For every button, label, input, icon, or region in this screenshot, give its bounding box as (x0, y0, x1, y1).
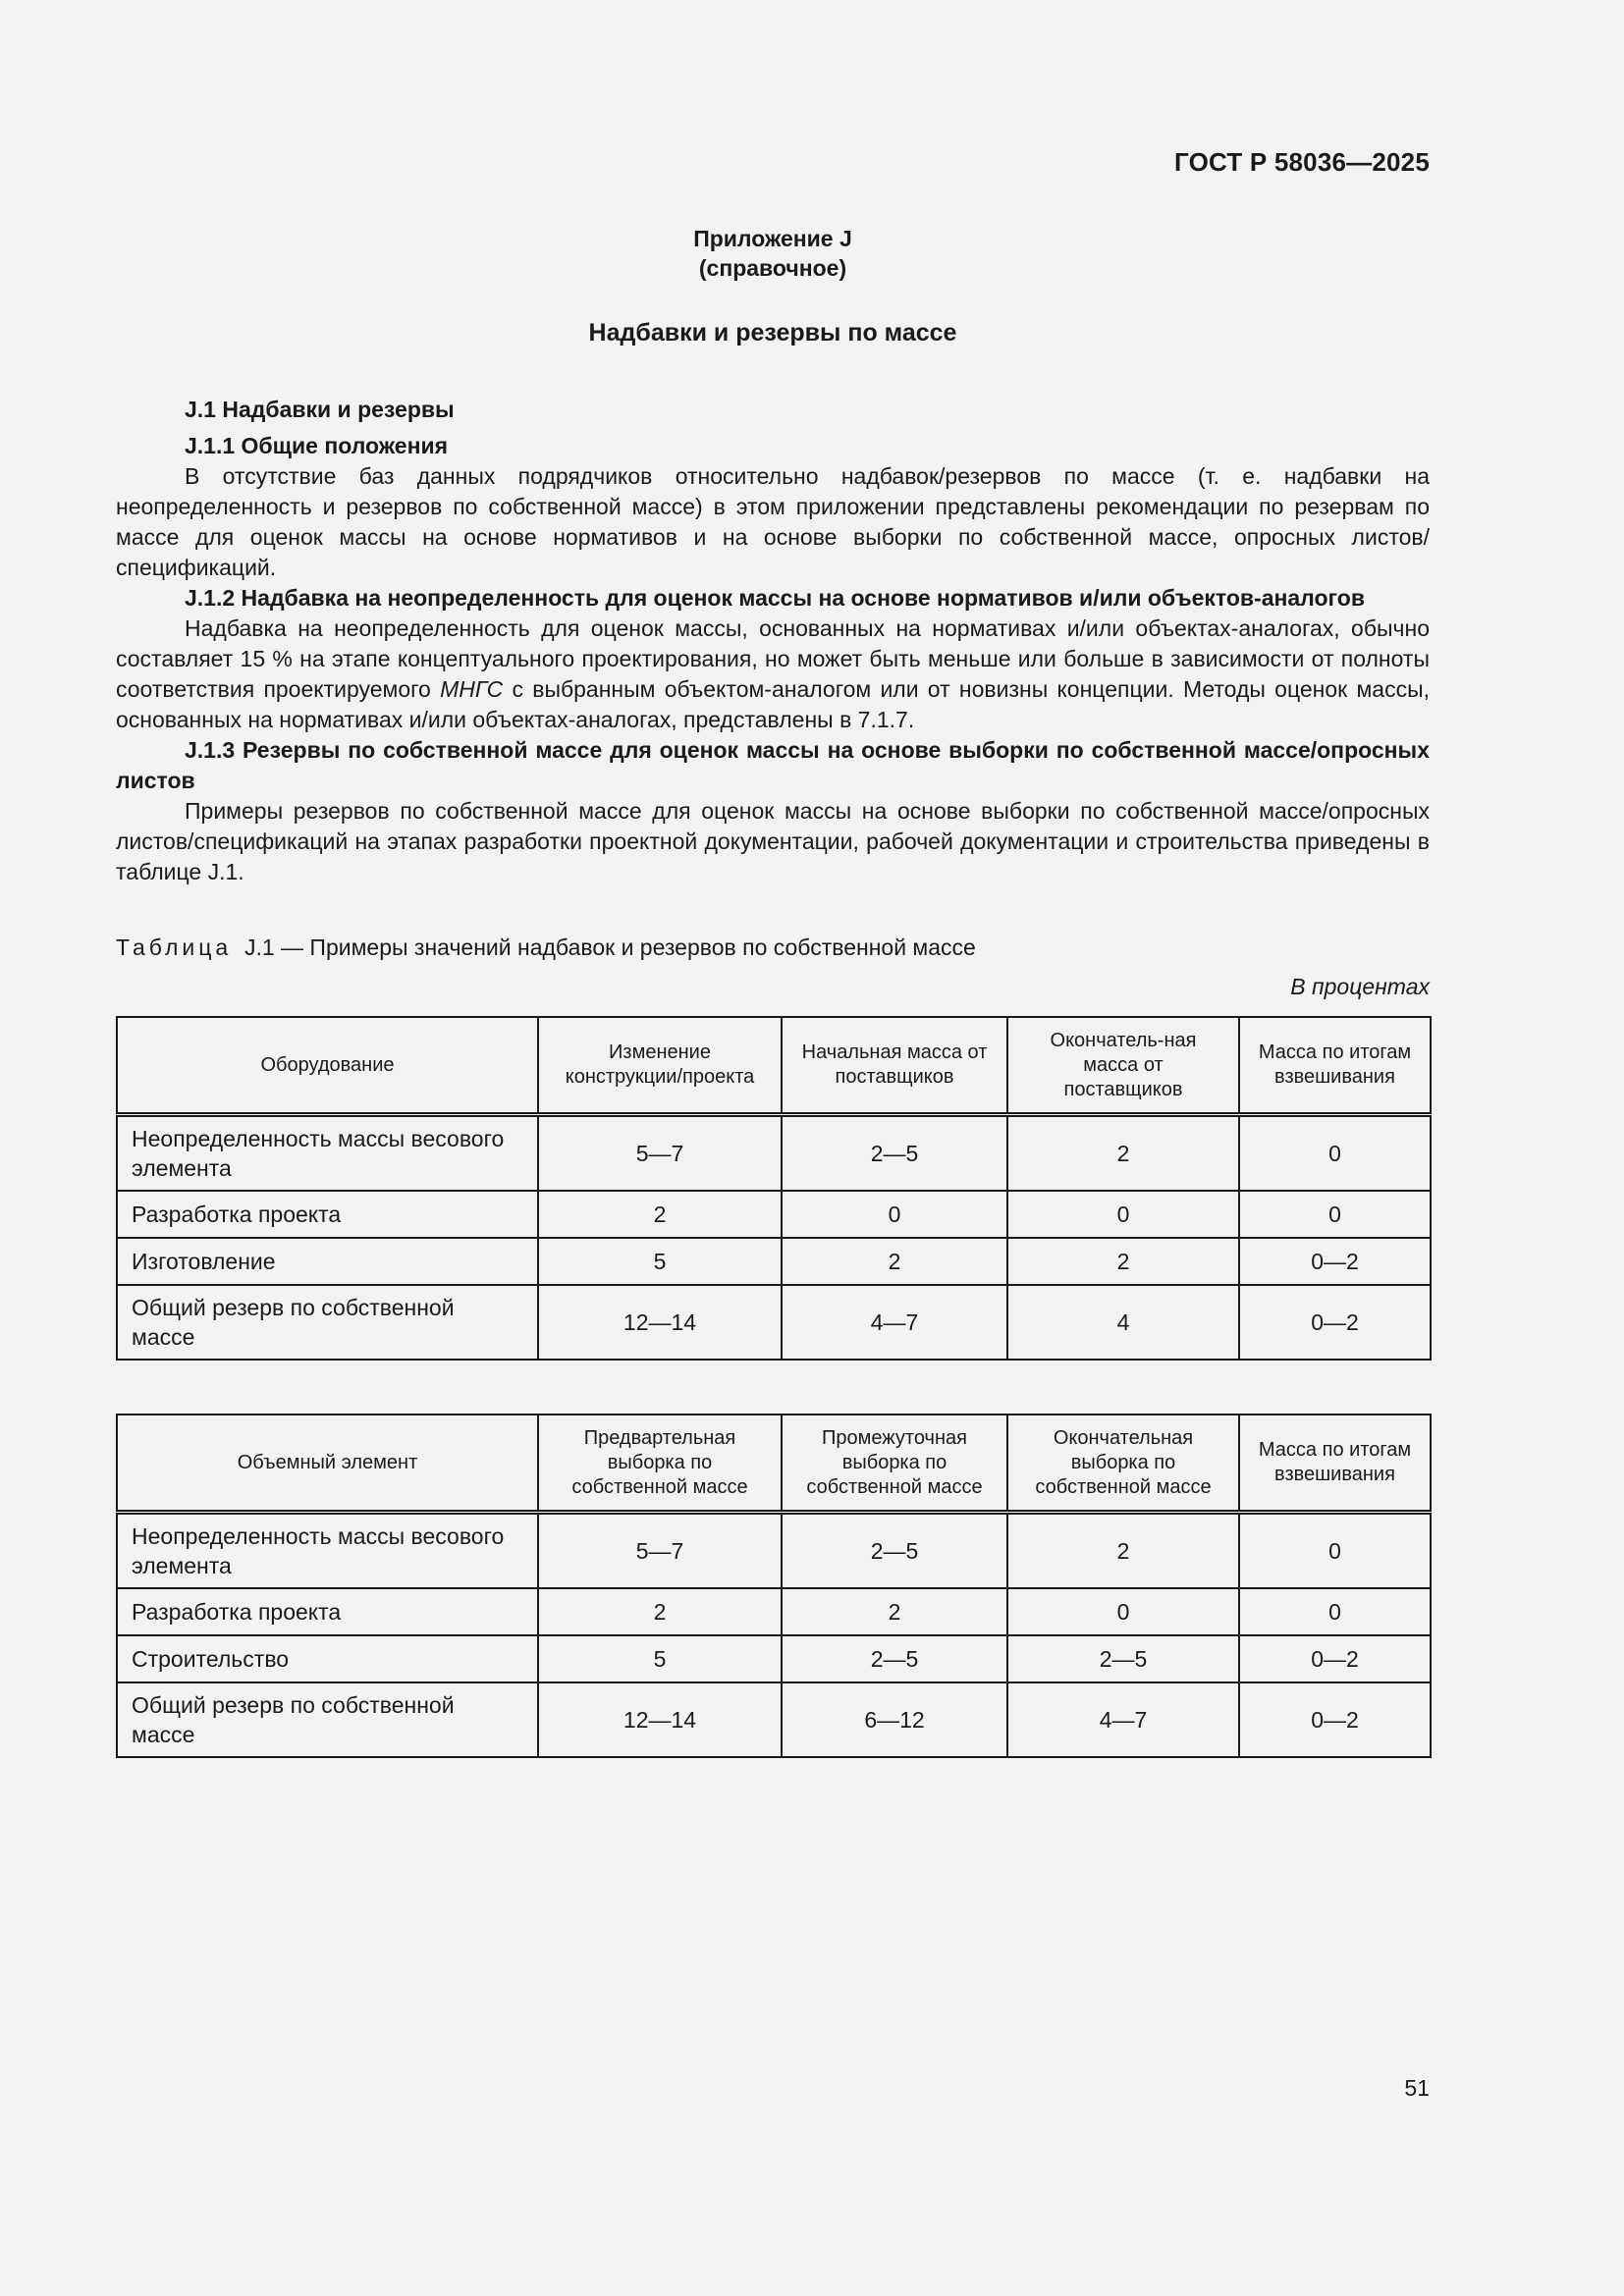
row-label: Общий резерв по собственной массе (117, 1285, 538, 1360)
header-cell: Масса по итогам взвешивания (1239, 1017, 1431, 1115)
table-cell: 5—7 (538, 1115, 782, 1192)
table-cell: 5 (538, 1635, 782, 1682)
table-cell: 0—2 (1239, 1682, 1431, 1757)
header-cell: Предвартельная выборка по собственной массе (538, 1415, 782, 1513)
j12-text-emphasis: МНГС (440, 676, 504, 702)
table-cell: 0 (1007, 1191, 1239, 1238)
table-cell: 2 (538, 1588, 782, 1635)
table-volume-element (116, 1414, 1432, 1758)
table-cell: 2 (782, 1238, 1007, 1285)
table-cell: 2—5 (782, 1513, 1007, 1589)
table-cell: 2—5 (782, 1635, 1007, 1682)
header-cell: Окончатель-ная масса от поставщиков (1007, 1017, 1239, 1115)
table-cell: 6—12 (782, 1682, 1007, 1757)
table-row (117, 1191, 1431, 1238)
table-cell: 2 (1007, 1115, 1239, 1192)
table-cell: 2 (538, 1191, 782, 1238)
header-cell: Изменение конструкции/проекта (538, 1017, 782, 1115)
table-cell: 2 (1007, 1513, 1239, 1589)
j12-text-part-a: Надбавка на неопределенность для оценок массы, основанных на нормативах и/или объектах-аналогах, обычно составляет 15 % на этапе концептуального проектирования, но может быть меньше или больше в зависимости от полноты соответствия проектируемого (116, 615, 1430, 702)
table-header-row (117, 1017, 1431, 1115)
table-caption (116, 934, 976, 961)
table-cell: 2—5 (782, 1115, 1007, 1192)
annex-label: Приложение J (693, 226, 852, 251)
table-cell: 0 (1239, 1513, 1431, 1589)
section-j12-heading: J.1.2 Надбавка на неопределенность для оценок массы на основе нормативов и/или объектов-аналогов (185, 585, 1365, 611)
row-label: Изготовление (117, 1238, 538, 1285)
section-j11-heading: J.1.1 Общие положения (185, 433, 449, 458)
table-cell: 0 (1239, 1115, 1431, 1192)
table-row (117, 1682, 1431, 1757)
annex-heading (116, 224, 1430, 283)
header-cell: Масса по итогам взвешивания (1239, 1415, 1431, 1513)
j12-text-part-b: с выбранным объектом-аналогом или от новизны концепции. Методы оценок массы, основанных на нормативах и/или объектах-аналогах, представлены в 7.1.7. (116, 676, 1430, 732)
table-cell: 5—7 (538, 1513, 782, 1589)
table-caption-text: J.1 — Примеры значений надбавок и резервов по собственной массе (244, 934, 976, 960)
table-cell: 4—7 (1007, 1682, 1239, 1757)
table-cell: 0—2 (1239, 1238, 1431, 1285)
table-cell: 0—2 (1239, 1285, 1431, 1360)
table-row (117, 1285, 1431, 1360)
row-label: Разработка проекта (117, 1191, 538, 1238)
table-row (117, 1115, 1431, 1192)
section-j12-paragraph (116, 614, 1430, 735)
section-j11-paragraph: В отсутствие баз данных подрядчиков относительно надбавок/резервов по массе (т. е. надбавки на неопределенность и резервов по собственной массе) в этом приложении представлены рекомендации по резервам по массе для оценок массы на основе нормативов и на основе выборки по собственной массе, опросных листов/спецификаций. (116, 463, 1430, 580)
table-cell: 2—5 (1007, 1635, 1239, 1682)
annex-title: Надбавки и резервы по массе (588, 319, 957, 347)
section-j13-heading: J.1.3 Резервы по собственной массе для оценок массы на основе выборки по собственной массе/опросных листов (116, 737, 1430, 793)
table-cell: 0 (1239, 1191, 1431, 1238)
header-cell: Объемный элемент (117, 1415, 538, 1513)
section-j13-paragraph: Примеры резервов по собственной массе для оценок массы на основе выборки по собственной массе/опросных листов/спецификаций на этапах разработки проектной документации, рабочей документации и строительства приведены в таблице J.1. (116, 798, 1430, 884)
header-cell: Оборудование (117, 1017, 538, 1115)
annex-kind: (справочное) (698, 255, 847, 281)
table-cell: 0 (1007, 1588, 1239, 1635)
table-row (117, 1588, 1431, 1635)
table-cell: 12—14 (538, 1682, 782, 1757)
table-cell: 12—14 (538, 1285, 782, 1360)
row-label: Разработка проекта (117, 1588, 538, 1635)
table-header-row (117, 1415, 1431, 1513)
page-number: 51 (1404, 2075, 1430, 2101)
document-code: ГОСТ Р 58036—2025 (1174, 147, 1430, 177)
unit-note: В процентах (1290, 974, 1430, 999)
table-cell: 2 (1007, 1238, 1239, 1285)
table-cell: 0 (1239, 1588, 1431, 1635)
table-row (117, 1635, 1431, 1682)
header-cell: Промежуточная выборка по собственной массе (782, 1415, 1007, 1513)
document-page (116, 0, 1430, 2296)
table-row (117, 1238, 1431, 1285)
section-j1-heading: J.1 Надбавки и резервы (185, 397, 455, 422)
table-equipment (116, 1016, 1432, 1361)
header-cell: Начальная масса от поставщиков (782, 1017, 1007, 1115)
table-cell: 4—7 (782, 1285, 1007, 1360)
table-cell: 2 (782, 1588, 1007, 1635)
table-caption-prefix: Таблица (116, 934, 233, 960)
table-cell: 5 (538, 1238, 782, 1285)
body-text (116, 395, 1430, 887)
header-cell: Окончательная выборка по собственной массе (1007, 1415, 1239, 1513)
row-label: Неопределенность массы весового элемента (117, 1115, 538, 1192)
row-label: Строительство (117, 1635, 538, 1682)
row-label: Неопределенность массы весового элемента (117, 1513, 538, 1589)
table-row (117, 1513, 1431, 1589)
table-cell: 0 (782, 1191, 1007, 1238)
table-cell: 0—2 (1239, 1635, 1431, 1682)
row-label: Общий резерв по собственной массе (117, 1682, 538, 1757)
table-cell: 4 (1007, 1285, 1239, 1360)
